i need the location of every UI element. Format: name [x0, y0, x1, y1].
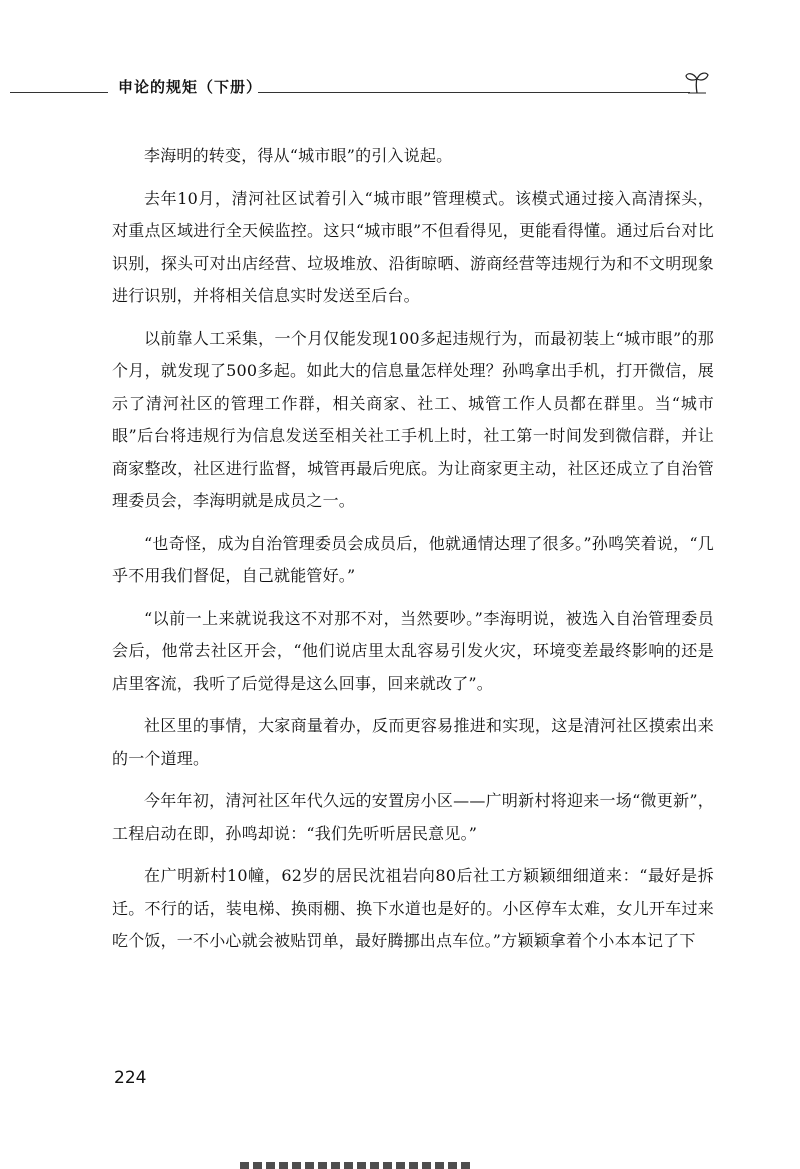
paragraph: 在广明新村10幢，62岁的居民沈祖岩向80后社工方颖颖细细道来：“最好是拆迁。不行的话，装电梯、换雨棚、换下水道也是好的。小区停车太难，女儿开车过来吃个饭，一不小心就会被贴罚单，最好腾挪出点车位。”方颖颖拿着个小本本记了下 — [112, 866, 714, 950]
paragraph: 李海明的转变，得从“城市眼”的引入说起。 — [144, 146, 453, 165]
paragraph: “也奇怪，成为自治管理委员会成员后，他就通情达理了很多。”孙鸣笑着说，“几乎不用我们督促，自己就能管好。” — [112, 533, 714, 585]
cropped-footer-text — [240, 1156, 470, 1169]
body-text — [112, 140, 714, 968]
book-title: 申论的规矩（下册） — [118, 78, 263, 96]
paragraph: 去年10月，清河社区试着引入“城市眼”管理模式。该模式通过接入高清探头，对重点区域进行全天候监控。这只“城市眼”不但看得见，更能看得懂。通过后台对比识别，探头可对出店经营、垃圾堆放、沿街晾晒、游商经营等违规行为和不文明现象进行识别，并将相关信息实时发送至后台。 — [112, 188, 714, 305]
paragraph: 社区里的事情，大家商量着办，反而更容易推进和实现，这是清河社区摸索出来的一个道理。 — [112, 716, 714, 768]
cropped-footer-glyphs — [240, 1162, 470, 1169]
header-rule-left — [10, 92, 108, 93]
running-header — [0, 70, 800, 100]
paragraph: 今年年初，清河社区年代久远的安置房小区——广明新村将迎来一场“微更新”，工程启动在即，孙鸣却说：“我们先听听居民意见。” — [112, 791, 714, 843]
header-rule-right — [258, 92, 690, 93]
sprout-icon — [684, 70, 710, 94]
paragraph: 以前靠人工采集，一个月仅能发现100多起违规行为，而最初装上“城市眼”的那个月，就发现了500多起。如此大的信息量怎样处理？孙鸣拿出手机，打开微信，展示了清河社区的管理工作群，相关商家、社工、城管工作人员都在群里。当“城市眼”后台将违规行为信息发送至相关社工手机上时，社工第一时间发到微信群，并让商家整改，社区进行监督，城管再最后兜底。为让商家更主动，社区还成立了自治管理委员会，李海明就是成员之一。 — [112, 328, 714, 510]
paragraph: “以前一上来就说我这不对那不对，当然要吵。”李海明说，被选入自治管理委员会后，他常去社区开会，“他们说店里太乱容易引发火灾，环境变差最终影响的还是店里客流，我听了后觉得是这么回事，回来就改了”。 — [112, 608, 714, 693]
page-number: 224 — [114, 1068, 147, 1088]
